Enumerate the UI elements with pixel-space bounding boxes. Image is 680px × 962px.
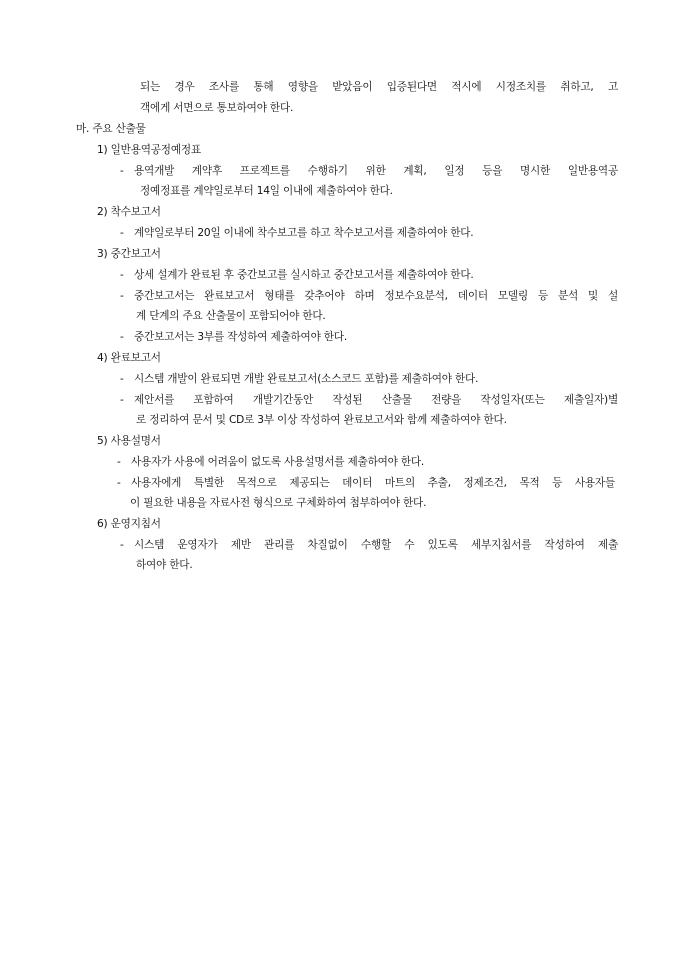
bullet-text: 시스템 운영자가 제반 관리를 차질없이 수행할 수 있도록 세부지침서를 작성하여 제출 [134,539,618,551]
continuation-line-2: 객에게 서면으로 통보하여야 한다. [140,102,294,114]
bullet-text: 시스템 개발이 완료되면 개발 완료보고서(소스코드 포함)를 제출하여야 한다. [134,373,479,385]
bullet-dash: - [120,539,124,551]
item-title-2: 2) 착수보고서 [97,206,161,218]
item-title-1: 1) 일반용역공정예정표 [97,144,201,156]
bullet-text: 계약일로부터 20일 이내에 착수보고를 하고 착수보고서를 제출하여야 한다. [134,227,474,239]
bullet-text: 사용자가 사용에 어려움이 없도록 사용설명서를 제출하여야 한다. [131,456,425,468]
bullet-dash: - [120,394,124,406]
bullet-text-continued: 하여야 한다. [136,559,193,571]
bullet-dash: - [120,373,124,385]
item-title-6: 6) 운영지침서 [97,518,161,530]
bullet-text: 용역개발 계약후 프로젝트를 수행하기 위한 계획, 일정 등을 명시한 일반용역공 [134,165,618,177]
bullet-dash: - [120,227,124,239]
bullet-text-continued: 계 단계의 주요 산출물이 포함되어야 한다. [136,310,326,322]
bullet-text-continued: 이 필요한 내용을 자료사전 형식으로 구체화하여 첨부하여야 한다. [130,497,427,509]
bullet-dash: - [120,165,124,177]
bullet-dash: - [120,269,124,281]
bullet-text: 상세 설계가 완료된 후 중간보고를 실시하고 중간보고서를 제출하여야 한다. [134,269,474,281]
continuation-line-1: 되는 경우 조사를 통해 영향을 받았음이 입증된다면 적시에 시정조치를 취하고, 고 [140,81,618,93]
item-title-3: 3) 중간보고서 [97,248,161,260]
item-title-5: 5) 사용설명서 [97,435,161,447]
bullet-text: 사용자에게 특별한 목적으로 제공되는 데이터 마트의 추출, 정제조건, 목적 등 사용자들 [131,477,615,489]
bullet-text: 중간보고서는 3부를 작성하여 제출하여야 한다. [134,331,348,343]
bullet-text: 중간보고서는 완료보고서 형태를 갖추어야 하며 정보수요분석, 데이터 모델링 등 분석 및 설 [134,290,618,302]
bullet-text-continued: 로 정리하여 문서 및 CD로 3부 이상 작성하여 완료보고서와 함께 제출하여야 한다. [136,414,507,426]
bullet-text-continued: 정예정표를 계약일로부터 14일 이내에 제출하여야 한다. [140,185,393,197]
bullet-dash: - [120,290,124,302]
bullet-dash: - [120,331,124,343]
bullet-dash: - [117,456,121,468]
item-title-4: 4) 완료보고서 [97,352,161,364]
section-heading: 마. 주요 산출물 [76,123,146,135]
bullet-text: 제안서를 포함하여 개발기간동안 작성된 산출물 전량을 작성일자(또는 제출일자)별 [134,394,618,406]
bullet-dash: - [117,477,121,489]
